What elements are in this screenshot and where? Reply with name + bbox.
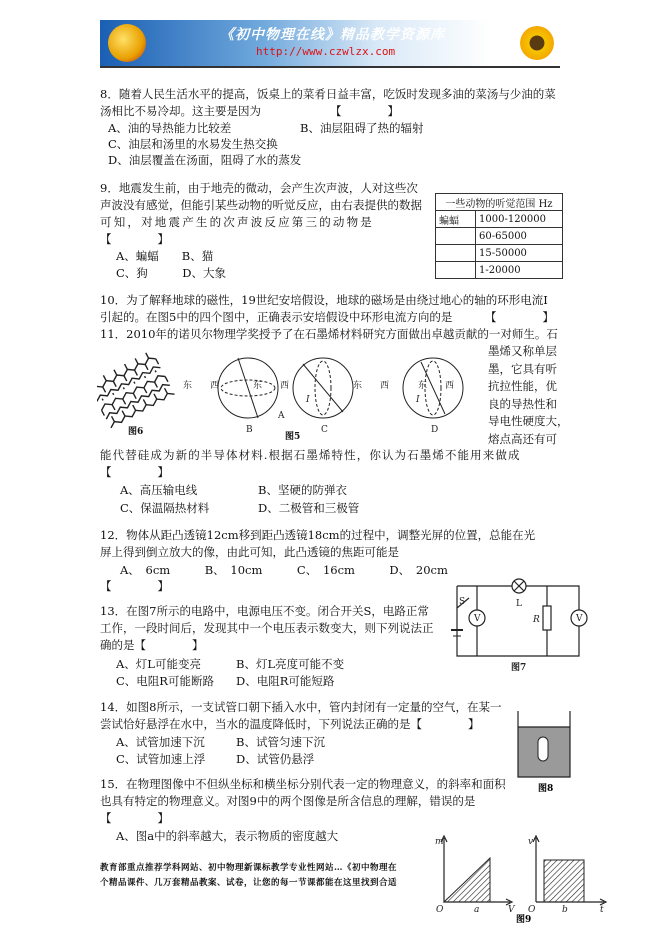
q9-line3: 可知，对地震产生的次声波反应第三的动物是 bbox=[100, 215, 374, 229]
q8-option-d: D、油层覆盖在汤面，阻碍了水的蒸发 bbox=[108, 153, 302, 167]
q14-stem-text: 尝试恰好悬浮在水中，当水的温度降低时，下列说法正确的是 bbox=[100, 717, 411, 731]
beaker-figure bbox=[514, 709, 580, 793]
q9-line1: 9．地震发生前，由于地壳的微动，会产生次声波，人对这些次 bbox=[100, 181, 418, 195]
q13-answer-blank: 【 】 bbox=[134, 638, 204, 652]
voltmeter-label: V bbox=[576, 614, 583, 624]
fig9-graphs bbox=[432, 832, 612, 924]
q12-options: A、 6cm B、 10cm C、 16cm D、 20cm bbox=[120, 563, 448, 577]
table-row: 1-20000 bbox=[436, 262, 563, 279]
q13-option-c: C、电阻R可能断路 bbox=[116, 674, 214, 688]
q13-line2: 工作，一段时间后，发现其中一个电压表示数变大，则下列说法正 bbox=[100, 621, 434, 635]
fig9-caption: 图9 bbox=[516, 915, 532, 924]
fig5-label-d: D bbox=[431, 425, 439, 435]
voltmeter-label: V bbox=[474, 614, 481, 624]
q11-option-b: B、坚硬的防弹衣 bbox=[258, 483, 347, 497]
svg-text:西: 西 bbox=[280, 381, 290, 391]
q15-option-a: A、图a中的斜率越大，表示物质的密度越大 bbox=[116, 829, 339, 843]
q14-option-b: B、试管匀速下沉 bbox=[236, 735, 325, 749]
q11-option-c: C、保温隔热材料 bbox=[120, 501, 210, 515]
graphene-figure bbox=[97, 352, 175, 432]
east-label: 东 bbox=[183, 381, 193, 391]
west-label: 西 bbox=[210, 381, 220, 391]
q14-option-d: D、试管仍悬浮 bbox=[236, 752, 315, 766]
site-logo bbox=[108, 24, 146, 62]
current-label: I bbox=[306, 395, 310, 405]
q13-line3 bbox=[100, 637, 204, 653]
fig5-globes bbox=[183, 350, 488, 440]
q12-line1: 12．物体从距凸透镜12cm移到距凸透镜18cm的过程中，调整光屏的位置，总能在光 bbox=[100, 528, 536, 542]
q14-line2 bbox=[100, 716, 480, 732]
origin-label: O bbox=[528, 905, 536, 915]
fig8-caption: 图8 bbox=[538, 784, 554, 793]
fig7-caption: 图7 bbox=[511, 663, 527, 673]
q11-side-line: 导电性硬度大， bbox=[488, 414, 569, 428]
q13-option-b: B、灯L亮度可能不变 bbox=[236, 657, 345, 671]
table-row: 60-65000 bbox=[436, 228, 563, 245]
origin-label: O bbox=[436, 905, 444, 915]
q8-option-b: B、油层阻碍了热的辐射 bbox=[300, 121, 424, 135]
q11-option-d: D、二极管和三极管 bbox=[258, 501, 360, 515]
table-row: 蝙蝠 1000-120000 bbox=[436, 211, 563, 228]
q8-stem-text: 汤相比不易冷却。这主要是因为 bbox=[100, 104, 261, 118]
fig5-label-a: A bbox=[278, 411, 285, 421]
q14-option-a: A、试管加速下沉 bbox=[116, 735, 205, 749]
q14-line1: 14．如图8所示，一支试管口朝下插入水中，管内封闭有一定量的空气，在某一 bbox=[100, 700, 502, 714]
axis-t-label: t bbox=[600, 905, 604, 915]
header-title: 《初中物理在线》精品教学资源库 bbox=[220, 27, 445, 43]
q11-line2: 能代替硅成为新的半导体材料.根据石墨烯特性，你认为石墨烯不能用来做成 bbox=[100, 448, 521, 462]
q10-line2 bbox=[100, 309, 554, 325]
q11-side-line: 熔点高还有可 bbox=[488, 431, 557, 446]
q11-side-text bbox=[488, 343, 569, 448]
q11-option-a: A、高压输电线 bbox=[120, 483, 198, 497]
q15-answer-blank: 【 】 bbox=[100, 811, 169, 825]
q9-options-cd: C、狗 D、大象 bbox=[116, 266, 227, 280]
table-row: 15-50000 bbox=[436, 245, 563, 262]
q11-answer-blank: 【 】 bbox=[100, 465, 169, 479]
resistor-label: R bbox=[533, 615, 540, 625]
q15-line1: 15．在物理图像中不但纵坐标和横坐标分别代表一定的物理意义，的斜率和面积 bbox=[100, 777, 506, 791]
fig5-label-b: B bbox=[246, 425, 253, 435]
q13-stem-text: 确的是 bbox=[100, 638, 135, 652]
q9-options-ab: A、蝙蝠 B、猫 bbox=[116, 249, 214, 263]
q13-option-d: D、电阻R可能短路 bbox=[236, 674, 335, 688]
header-banner bbox=[100, 20, 560, 68]
footer-line1: 教育部重点推荐学科网站、初中物理新课标教学专业性网站…《初中物理在 bbox=[100, 863, 398, 873]
q14-option-c: C、试管加速上浮 bbox=[116, 752, 206, 766]
q8-stem-line1: 8．随着人民生活水平的提高，饭桌上的菜肴日益丰富，吃饭时发现多油的菜汤与少油的菜 bbox=[100, 87, 556, 101]
svg-text:西: 西 bbox=[380, 381, 390, 391]
q8-stem-line2 bbox=[100, 103, 399, 119]
svg-text:东: 东 bbox=[418, 381, 428, 391]
q8-option-a: A、油的导热能力比较差 bbox=[108, 121, 232, 135]
q10-stem-text: 引起的。在图5中的四个图中，正确表示安培假设中环形电流方向的是 bbox=[100, 310, 453, 324]
switch-label: S bbox=[459, 597, 466, 607]
graph-a-label: a bbox=[474, 905, 480, 915]
hearing-range-table bbox=[435, 193, 563, 279]
svg-text:东: 东 bbox=[253, 381, 263, 391]
q11-side-line: 墨烯又称单层 bbox=[488, 344, 557, 358]
q12-answer-blank: 【 】 bbox=[100, 579, 169, 593]
svg-text:西: 西 bbox=[445, 381, 455, 391]
q13-line1: 13．在图7所示的电路中，电源电压不变。闭合开关S，电路正常 bbox=[100, 604, 429, 618]
svg-text:东: 东 bbox=[353, 381, 363, 391]
current-label: I bbox=[416, 395, 420, 405]
q11-side-line: 抗拉性能，优 bbox=[488, 379, 557, 393]
sunflower-icon bbox=[520, 26, 554, 60]
q9-answer-blank: 【 】 bbox=[100, 232, 169, 246]
q15-line2: 也具有特定的物理意义。对图9中的两个图像是所含信息的理解，错误的是 bbox=[100, 794, 476, 808]
lamp-label: L bbox=[516, 599, 522, 609]
q12-line2: 屏上得到倒立放大的像，由此可知，此凸透镜的焦距可能是 bbox=[100, 545, 399, 559]
fig6-caption: 图6 bbox=[128, 427, 144, 437]
header-url[interactable]: http://www.czwlzx.com bbox=[256, 45, 396, 58]
q13-option-a: A、灯L可能变亮 bbox=[116, 657, 201, 671]
q11-side-line: 墨，它具有听 bbox=[488, 361, 557, 376]
fig5-caption: 图5 bbox=[285, 432, 301, 442]
q10-line1: 10．为了解释地球的磁性，19世纪安培假设，地球的磁场是由绕过地心的轴的环形电流I bbox=[100, 293, 548, 307]
axis-v-label: v bbox=[528, 837, 534, 847]
q10-answer-blank: 【 】 bbox=[485, 310, 554, 324]
q8-option-c: C、油层和汤里的水易发生热交换 bbox=[108, 137, 278, 151]
q11-side-line: 良的导热性和 bbox=[488, 396, 557, 411]
q14-answer-blank: 【 】 bbox=[410, 717, 480, 731]
circuit-diagram bbox=[447, 578, 589, 674]
axis-m-label: m bbox=[435, 837, 444, 847]
table-title: 一些动物的听觉范围 Hz bbox=[436, 194, 563, 211]
q11-line1: 11．2010年的诺贝尔物理学奖授予了在石墨烯材料研究方面做出卓越贡献的一对师生。石 bbox=[100, 327, 558, 341]
q9-line2: 声波没有感觉，但能引某些动物的听觉反应，由右表提供的数据 bbox=[100, 198, 422, 212]
axis-V-label: V bbox=[508, 905, 515, 915]
graph-b-label: b bbox=[562, 905, 568, 915]
fig5-label-c: C bbox=[321, 425, 328, 435]
footer-line2: 个精品课件、几万套精品教案、试卷，让您的每一节课都能在这里找到合适 bbox=[100, 878, 398, 888]
q8-answer-blank: 【 】 bbox=[330, 104, 399, 118]
